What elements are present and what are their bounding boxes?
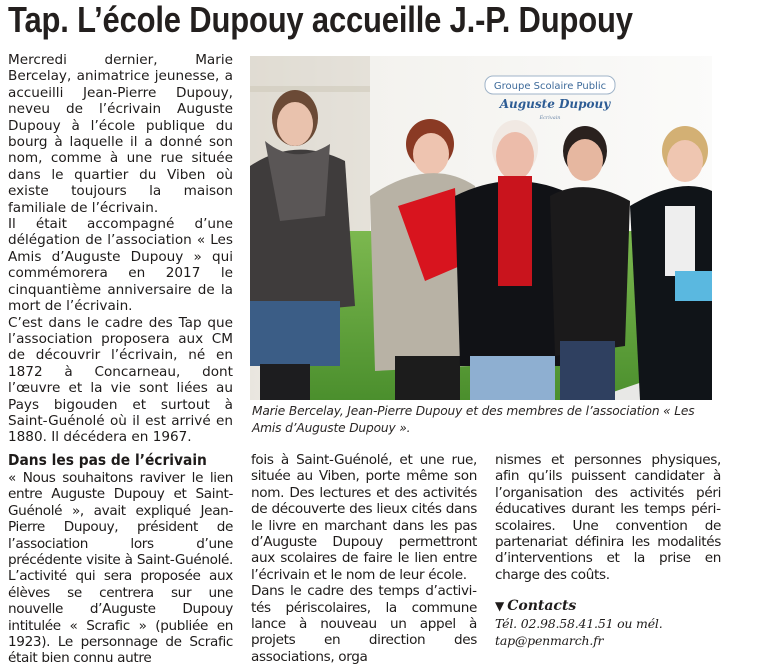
contact-phone: Tél. 02.98.58.41.51 ou mél. [495, 616, 663, 632]
paragraph: « Nous souhaitons raviver le lien entre Auguste Dupouy et Saint-Guénolé », avait expliqué Jean-Pierre Dupouy, président de l’association lors d’une précédente visite à Saint-Guénolé. L’activité qui sera proposée aux élèves se centrera sur une nouvelle d’Auguste Dupouy intitulée « Scrafic » (publiée en 1923). Le personnage de Scrafic était bien connu autre [8, 470, 233, 667]
paragraph: fois à Saint-Guénolé, et une rue, située au Viben, porte même son nom. Des lectures et des activités de découverte des lieux cités dans le livre en marchant dans les pas d’Auguste Dupouy permettront aux scolaires de faire le lien entre l’écrivain et le nom de leur école. [251, 452, 477, 583]
paragraph: C’est dans le cadre des Tap que l’association proposera aux CM de découvrir l’écrivain, né en 1872 à Concarneau, dont l’œuvre et la vie sont liées au Pays bigouden et surtout à Saint-Guénolé où il est arrivé en 1880. Il décédera en 1967. [8, 314, 233, 446]
intro-column [8, 52, 233, 446]
contacts-heading: ▼ Contacts [495, 598, 577, 615]
svg-text:Auguste Dupouy: Auguste Dupouy [499, 97, 611, 111]
article-photo [250, 56, 718, 400]
photo-caption: Marie Bercelay, Jean-Pierre Dupouy et des membres de l’association « Les Amis d’Auguste Dupouy ». [252, 404, 695, 435]
paragraph: nismes et personnes physiques, afin qu’ils puissent candidater à l’organisation des activités péri éducatives durant les temps périscolaires. Une convention de partenariat définira les modalités d’interventions et la prise en charge des coûts. [495, 452, 721, 583]
sign-text: Groupe Scolaire Public [493, 81, 607, 92]
paragraph: Il était accompagné d’une délégation de l’association « Les Amis d’Auguste Dupouy » qui commémorera en 2017 le cinquantième anniversaire de la mort de l’écrivain. [8, 216, 233, 315]
section-column-3 [495, 452, 721, 649]
section-column-2 [251, 452, 477, 665]
svg-text:Écrivain: Écrivain [539, 115, 561, 121]
paragraph: Dans le cadre des temps d’activités périscolaires, la commune lance à nouveau un appel à projets en direction des associations, orga [251, 583, 477, 665]
contact-email[interactable]: tap@penmarch.fr [495, 633, 604, 649]
section-column-1 [8, 452, 233, 667]
section-heading: Dans les pas de l’écrivain [8, 451, 207, 469]
article-title: Tap. L’école Dupouy accueille J.-P. Dupouy [8, 0, 633, 40]
triangle-down-icon: ▼ [495, 599, 505, 614]
group-photo-image [250, 56, 718, 400]
paragraph: Mercredi dernier, Marie Bercelay, animatrice jeunesse, a accueilli Jean-Pierre Dupouy, neveu de l’écrivain Auguste Dupouy à l’école publique du bourg à laquelle il a donné son nom, comme à une rue située dans le quartier du Viben où existe toujours la maison familiale de l’écrivain. [8, 52, 233, 216]
